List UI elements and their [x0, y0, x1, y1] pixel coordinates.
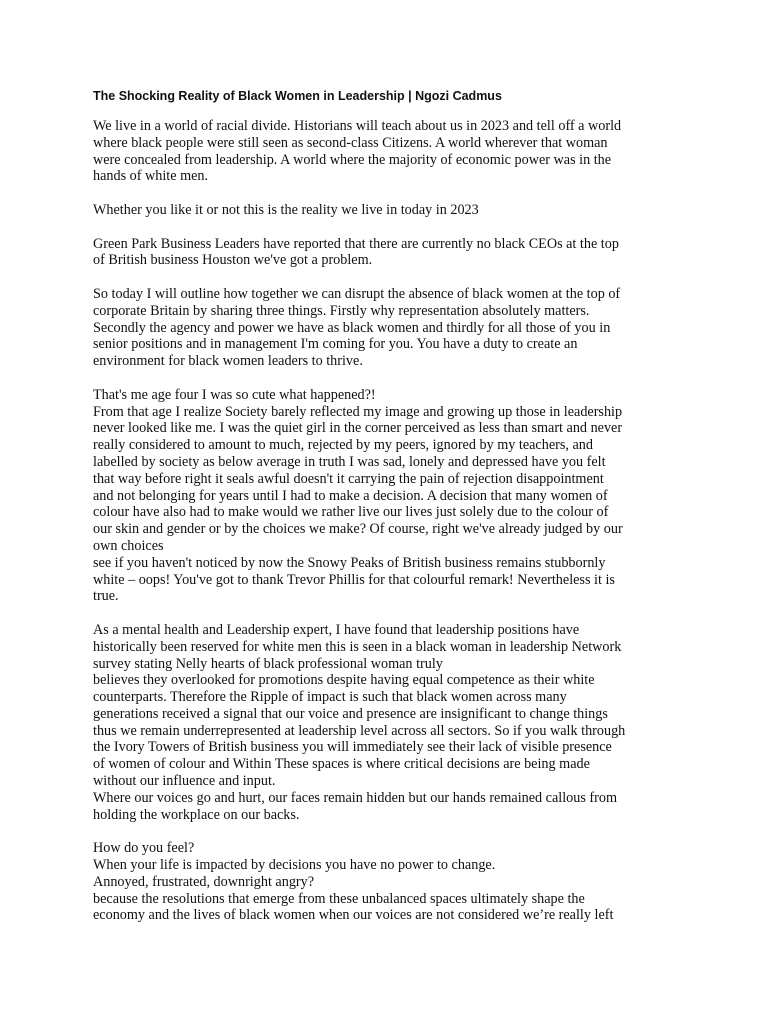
text-line: of women of colour and Within These spaces is where critical decisions are being made [93, 756, 590, 773]
text-line: Secondly the agency and power we have as black women and thirdly for all those of you in [93, 319, 611, 336]
text-line: holding the workplace on our backs. [93, 806, 300, 823]
text-line: Whether you like it or not this is the reality we live in today in 2023 [93, 201, 479, 218]
text-line: survey stating Nelly hearts of black professional woman truly [93, 655, 443, 672]
text-line: How do you feel? [93, 840, 195, 857]
text-line: corporate Britain by sharing three things. Firstly why representation absolutely matters. [93, 302, 590, 319]
text-line: that way before right it seals awful doesn't it carrying the pain of rejection disappointment [93, 470, 604, 487]
text-line: see if you haven't noticed by now the Snowy Peaks of British business remains stubbornly [93, 554, 606, 571]
text-line: and not belonging for years until I had to make a decision. A decision that many women of [93, 487, 608, 504]
text-line: thus we remain underrepresented at leadership level across all sectors. So if you walk through [93, 722, 626, 739]
text-line: really considered to amount to much, rejected by my peers, ignored by my teachers, and [93, 437, 593, 454]
paragraph [93, 286, 683, 370]
text-line: Green Park Business Leaders have reported that there are currently no black CEOs at the top [93, 235, 619, 252]
paragraph [93, 840, 683, 924]
text-line: because the resolutions that emerge from these unbalanced spaces ultimately shape the [93, 890, 585, 907]
document-body [93, 118, 683, 941]
text-line: where black people were still seen as second-class Citizens. A world wherever that woman [93, 134, 608, 151]
text-line: were concealed from leadership. A world where the majority of economic power was in the [93, 151, 612, 168]
text-line: of British business Houston we've got a problem. [93, 252, 373, 269]
text-line: Annoyed, frustrated, downright angry? [93, 873, 315, 890]
text-line: our skin and gender or by the choices we make? Of course, right we've already judged by our [93, 521, 623, 538]
text-line: As a mental health and Leadership expert, I have found that leadership positions have [93, 621, 580, 638]
text-line: environment for black women leaders to thrive. [93, 353, 363, 370]
text-line: labelled by society as below average in truth I was sad, lonely and depressed have you felt [93, 453, 606, 470]
text-line: generations received a signal that our voice and presence are insignificant to change things [93, 705, 608, 722]
text-line: senior positions and in management I'm coming for you. You have a duty to create an [93, 336, 578, 353]
text-line: colour have also had to make would we rather live our lives just solely due to the colour of [93, 504, 609, 521]
text-line: economy and the lives of black women when our voices are not considered we’re really left [93, 907, 614, 924]
text-line: true. [93, 588, 119, 605]
paragraph [93, 202, 683, 219]
text-line: We live in a world of racial divide. Historians will teach about us in 2023 and tell off a world [93, 118, 622, 134]
text-line: hands of white men. [93, 168, 209, 185]
text-line: own choices [93, 537, 164, 554]
text-line: That's me age four I was so cute what happened?! [93, 386, 376, 403]
paragraph [93, 236, 683, 270]
text-line: counterparts. Therefore the Ripple of impact is such that black women across many [93, 689, 567, 706]
text-line: From that age I realize Society barely reflected my image and growing up those in leadership [93, 403, 623, 420]
text-line: without our influence and input. [93, 773, 276, 790]
text-line: Where our voices go and hurt, our faces remain hidden but our hands remained callous from [93, 789, 617, 806]
paragraph [93, 118, 683, 185]
paragraph [93, 387, 683, 605]
document-title: The Shocking Reality of Black Women in Leadership | Ngozi Cadmus [93, 89, 502, 103]
text-line: So today I will outline how together we can disrupt the absence of black women at the top of [93, 285, 621, 302]
text-line: believes they overlooked for promotions despite having equal competence as their white [93, 672, 595, 689]
text-line: never looked like me. I was the quiet girl in the corner perceived as less than smart and never [93, 420, 623, 437]
text-line: historically been reserved for white men this is seen in a black woman in leadership Network [93, 638, 622, 655]
text-line: white – oops! You've got to thank Trevor Phillis for that colourful remark! Nevertheless it is [93, 571, 615, 588]
paragraph [93, 622, 683, 824]
text-line: When your life is impacted by decisions you have no power to change. [93, 857, 496, 874]
text-line: the Ivory Towers of British business you will immediately see their lack of visible presence [93, 739, 612, 756]
